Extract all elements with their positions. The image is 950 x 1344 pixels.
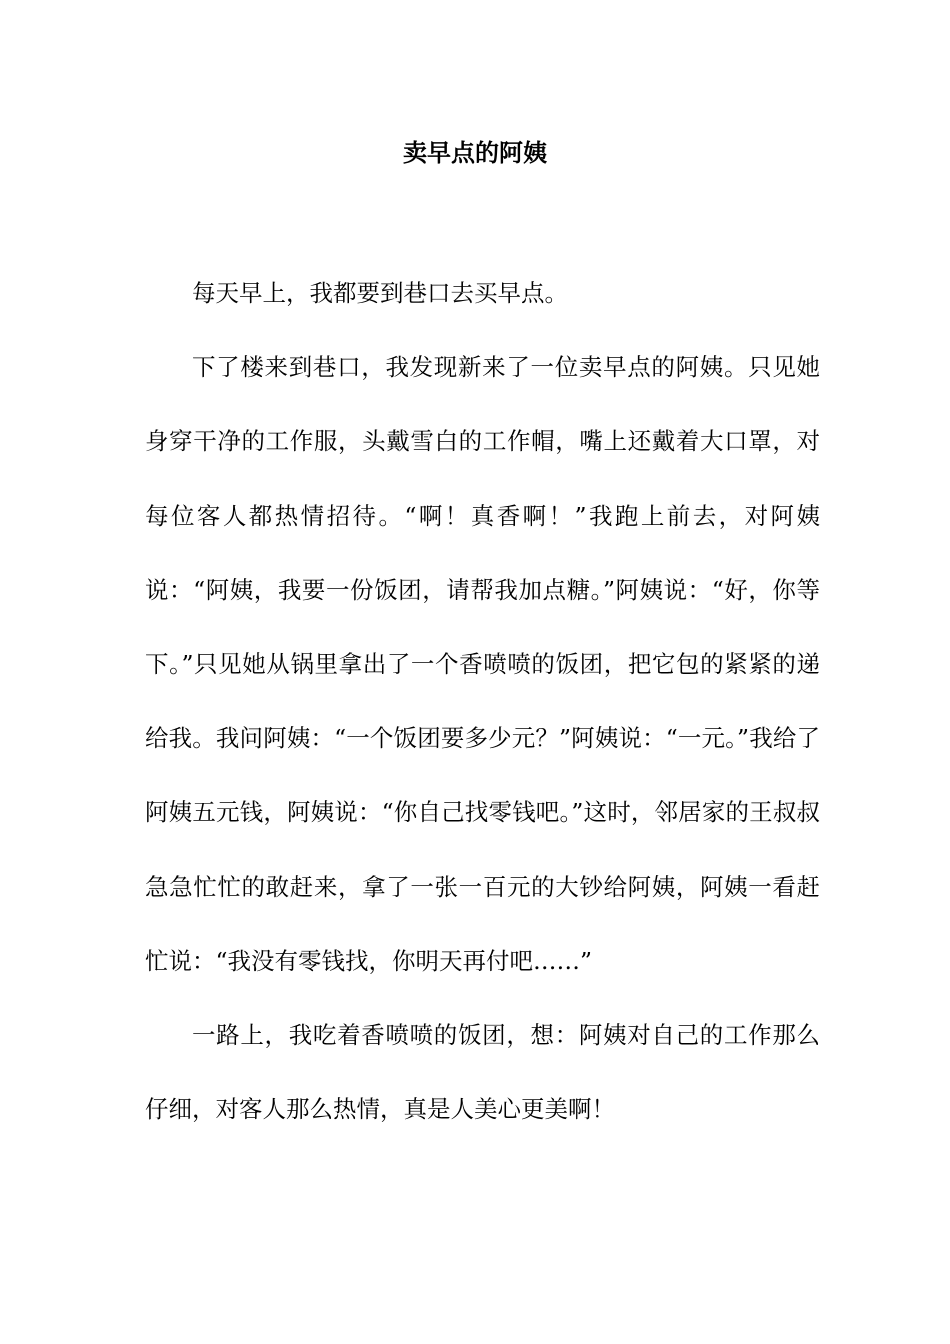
- paragraph-1: 每天早上，我都要到巷口去买早点。: [192, 279, 568, 307]
- document-title: 卖早点的阿姨: [403, 138, 547, 167]
- document-body: [145, 256, 820, 1146]
- paragraph-3: 一路上，我吃着香喷喷的饭团，想：阿姨对自己的工作那么仔细，对客人那么热情，真是人美心更美啊！: [145, 1021, 820, 1124]
- paragraph-2: 下了楼来到巷口，我发现新来了一位卖早点的阿姨。只见她身穿干净的工作服，头戴雪白的工作帽，嘴上还戴着大口罩，对每位客人都热情招待。“啊！真香啊！”我跑上前去，对阿姨说：“阿姨，我要一份饭团，请帮我加点糖。”阿姨说：“好，你等下。”只见她从锅里拿出了一个香喷喷的饭团，把它包的紧紧的递给我。我问阿姨：“一个饭团要多少元？”阿姨说：“一元。”我给了阿姨五元钱，阿姨说：“你自己找零钱吧。”这时，邻居家的王叔叔急急忙忙的敢赶来，拿了一张一百元的大钞给阿姨，阿姨一看赶忙说：“我没有零钱找，你明天再付吧……”: [145, 353, 820, 975]
